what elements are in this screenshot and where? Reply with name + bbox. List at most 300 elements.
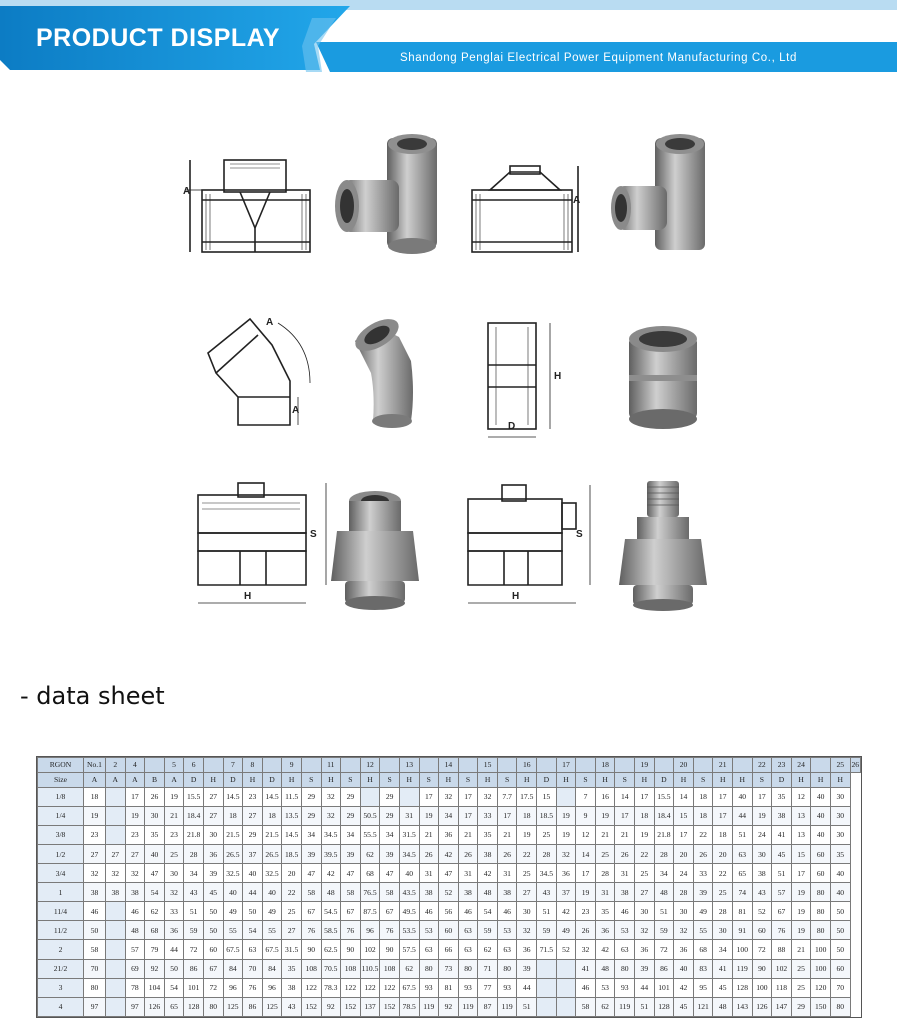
table-cell: 32 <box>439 787 459 806</box>
table-cell: 58 <box>341 883 361 902</box>
table-cell: 47 <box>341 864 361 883</box>
table-cell: 63 <box>615 940 635 959</box>
row-label-cell: 1 <box>38 883 84 902</box>
table-cell: 23 <box>576 902 596 921</box>
table-cell: 21 <box>164 806 184 825</box>
row-label-cell: 21/2 <box>38 959 84 978</box>
table-cell: H <box>733 772 753 787</box>
table-cell: 39 <box>693 883 713 902</box>
table-cell: 40 <box>830 883 850 902</box>
table-cell: A <box>84 772 106 787</box>
table-cell: 97 <box>125 997 145 1016</box>
table-cell: S <box>419 772 439 787</box>
table-cell: 34.5 <box>537 864 557 883</box>
table-cell: 27 <box>106 845 126 864</box>
table-cell: S <box>576 772 596 787</box>
table-cell: 21 <box>419 825 439 844</box>
table-cell: 80 <box>84 978 106 997</box>
table-cell: 43 <box>537 883 557 902</box>
tee-photo <box>315 128 450 278</box>
table-cell: 76 <box>243 978 263 997</box>
table-cell: 44 <box>733 806 753 825</box>
table-cell: 29 <box>380 787 400 806</box>
table-cell: 62 <box>478 940 498 959</box>
table-cell: 81 <box>439 978 459 997</box>
table-cell <box>399 787 419 806</box>
table-cell <box>106 787 126 806</box>
table-cell: 14.5 <box>282 825 302 844</box>
table-cell: 51 <box>772 864 792 883</box>
table-cell: 60 <box>811 864 831 883</box>
table-cell: 20 <box>674 845 694 864</box>
row-label-cell: 1/2 <box>38 845 84 864</box>
table-cell: 29 <box>791 997 811 1016</box>
table-cell: 55.5 <box>360 825 380 844</box>
table-cell: 38 <box>419 883 439 902</box>
table-cell: 32 <box>164 883 184 902</box>
table-cell: 38 <box>772 806 792 825</box>
table-cell: 110.5 <box>360 959 380 978</box>
table-row <box>38 902 861 921</box>
table-cell: 32 <box>478 787 498 806</box>
table-cell: 57.5 <box>399 940 419 959</box>
table-cell: 23 <box>772 758 792 773</box>
table-cell: 93 <box>615 978 635 997</box>
table-cell: 6 <box>184 758 204 773</box>
table-cell: 143 <box>733 997 753 1016</box>
table-cell: 67.5 <box>223 940 243 959</box>
table-cell: 39.5 <box>321 845 341 864</box>
table-cell: 14.5 <box>262 787 282 806</box>
table-cell: 39 <box>341 845 361 864</box>
table-cell: 12 <box>360 758 380 773</box>
table-cell: H <box>556 772 576 787</box>
table-cell: S <box>615 772 635 787</box>
table-cell: 62 <box>399 959 419 978</box>
table-cell: 29 <box>341 787 361 806</box>
table-cell: 119 <box>497 997 517 1016</box>
table-row <box>38 921 861 940</box>
table-cell: 20 <box>282 864 302 883</box>
table-cell: 25 <box>635 864 655 883</box>
table-cell: 38 <box>106 883 126 902</box>
table-cell: 74 <box>733 883 753 902</box>
dim-label-a-4: A <box>292 405 300 416</box>
table-cell: 32 <box>321 787 341 806</box>
table-cell: H <box>674 772 694 787</box>
table-cell: 27 <box>635 883 655 902</box>
table-cell: 32 <box>674 921 694 940</box>
table-cell: 150 <box>811 997 831 1016</box>
union-photo <box>315 473 450 623</box>
table-cell: 40 <box>223 883 243 902</box>
table-cell: 21 <box>497 825 517 844</box>
table-cell: D <box>537 772 557 787</box>
table-cell: 21 <box>615 825 635 844</box>
table-cell: H <box>360 772 380 787</box>
table-cell: 118 <box>772 978 792 997</box>
table-cell: 53 <box>615 921 635 940</box>
table-cell: 36 <box>439 825 459 844</box>
table-cell: 19 <box>419 806 439 825</box>
table-cell: 19 <box>125 806 145 825</box>
table-cell: 12 <box>791 787 811 806</box>
table-cell: 51 <box>537 902 557 921</box>
table-cell: 81 <box>733 902 753 921</box>
table-cell: 38 <box>84 883 106 902</box>
table-cell: 34 <box>654 864 674 883</box>
table-cell: 8 <box>243 758 263 773</box>
table-cell: 96 <box>262 978 282 997</box>
table-cell: 48 <box>321 883 341 902</box>
table-cell: 17 <box>615 806 635 825</box>
table-cell: S <box>693 772 713 787</box>
table-cell: 26 <box>615 845 635 864</box>
table-row <box>38 864 861 883</box>
table-cell: 18 <box>595 758 615 773</box>
table-cell: 47 <box>439 864 459 883</box>
table-cell: 91 <box>733 921 753 940</box>
table-cell: 25 <box>791 978 811 997</box>
table-cell: 36 <box>517 940 537 959</box>
table-cell: 15 <box>478 758 498 773</box>
product-grid <box>180 128 720 628</box>
table-cell: 90 <box>752 959 772 978</box>
table-row <box>38 787 861 806</box>
table-cell: 80 <box>830 997 850 1016</box>
table-cell: 54 <box>164 978 184 997</box>
table-cell: 30 <box>830 787 850 806</box>
table-cell: 50 <box>203 921 223 940</box>
table-cell: 42 <box>556 902 576 921</box>
table-cell: 38 <box>752 864 772 883</box>
table-cell: 26.5 <box>223 845 243 864</box>
table-cell: 60 <box>830 959 850 978</box>
row-label-cell: Size <box>38 772 84 787</box>
table-cell: 23 <box>243 787 263 806</box>
table-header-row <box>38 772 861 787</box>
table-cell: 59 <box>654 921 674 940</box>
table-cell: 40 <box>811 787 831 806</box>
table-cell: 30 <box>713 921 733 940</box>
table-cell: 17 <box>713 806 733 825</box>
table-cell: 50 <box>243 902 263 921</box>
table-cell: 102 <box>772 959 792 978</box>
table-row <box>38 959 861 978</box>
table-cell: 67 <box>203 959 223 978</box>
table-cell: 18.4 <box>184 806 204 825</box>
table-cell: 80 <box>497 959 517 978</box>
table-header-row <box>38 758 861 773</box>
table-cell: 72 <box>654 940 674 959</box>
table-cell: 73 <box>439 959 459 978</box>
table-cell: H <box>713 772 733 787</box>
table-cell: 50.5 <box>360 806 380 825</box>
dim-label-h-2: H <box>244 591 252 602</box>
table-cell <box>106 806 126 825</box>
table-cell: 17 <box>713 787 733 806</box>
table-cell: 55 <box>693 921 713 940</box>
table-cell: 65 <box>164 997 184 1016</box>
table-cell: 46 <box>615 902 635 921</box>
table-cell: 34 <box>713 940 733 959</box>
table-cell: 29 <box>380 806 400 825</box>
table-cell: 100 <box>752 978 772 997</box>
table-cell: 19 <box>576 883 596 902</box>
table-cell: 93 <box>458 978 478 997</box>
table-cell: 4 <box>125 758 145 773</box>
table-cell: 35 <box>282 959 302 978</box>
table-cell: H <box>282 772 302 787</box>
table-cell <box>733 758 753 773</box>
table-cell: 32.5 <box>262 864 282 883</box>
table-cell: H <box>517 772 537 787</box>
table-cell <box>556 997 576 1016</box>
row-label-cell: 3/4 <box>38 864 84 883</box>
table-cell: 32 <box>125 864 145 883</box>
table-cell <box>145 758 165 773</box>
table-cell: 80 <box>458 959 478 978</box>
table-cell: 97 <box>84 997 106 1016</box>
table-cell: 18 <box>223 806 243 825</box>
table-cell: 25 <box>791 959 811 978</box>
union-drawing <box>180 473 315 623</box>
row-label-cell: 2 <box>38 940 84 959</box>
table-cell: 87 <box>478 997 498 1016</box>
table-cell: 50 <box>164 959 184 978</box>
table-cell: 26 <box>850 758 860 773</box>
table-cell: 46 <box>125 902 145 921</box>
table-cell: 34 <box>301 825 321 844</box>
table-cell: 31 <box>399 806 419 825</box>
table-cell: 100 <box>811 940 831 959</box>
table-cell: H <box>321 772 341 787</box>
table-cell: H <box>399 772 419 787</box>
table-cell: A <box>164 772 184 787</box>
table-cell: S <box>380 772 400 787</box>
table-cell: 100 <box>733 940 753 959</box>
table-cell <box>497 758 517 773</box>
table-cell: 46 <box>497 902 517 921</box>
table-cell: 7 <box>576 787 596 806</box>
table-cell: 51 <box>184 902 204 921</box>
table-cell: 27 <box>203 806 223 825</box>
table-cell <box>458 758 478 773</box>
table-cell: 70 <box>243 959 263 978</box>
row-label-cell: 4 <box>38 997 84 1016</box>
table-cell: 51 <box>733 825 753 844</box>
table-cell: 67.5 <box>262 940 282 959</box>
table-cell: 28 <box>537 845 557 864</box>
table-cell: 29 <box>301 806 321 825</box>
table-cell <box>537 997 557 1016</box>
table-cell: 17 <box>556 758 576 773</box>
table-cell: 40 <box>811 806 831 825</box>
table-cell: 33 <box>164 902 184 921</box>
table-cell: 128 <box>184 997 204 1016</box>
table-cell: 21 <box>791 940 811 959</box>
table-cell: 90 <box>341 940 361 959</box>
table-cell: 36 <box>674 940 694 959</box>
table-cell: 128 <box>654 997 674 1016</box>
table-cell: 27 <box>84 845 106 864</box>
table-cell: 22 <box>635 845 655 864</box>
table-cell: 66 <box>439 940 459 959</box>
table-cell <box>106 978 126 997</box>
table-cell: 25 <box>537 825 557 844</box>
table-cell: 65 <box>733 864 753 883</box>
table-cell: 54 <box>145 883 165 902</box>
table-cell: 90 <box>301 940 321 959</box>
table-cell: 71.5 <box>537 940 557 959</box>
table-cell: 15.5 <box>184 787 204 806</box>
table-cell: 13 <box>791 806 811 825</box>
coupling-drawing <box>450 303 585 453</box>
table-cell: 18.4 <box>654 806 674 825</box>
table-cell: 19 <box>517 825 537 844</box>
row-label-cell: 3/8 <box>38 825 84 844</box>
table-cell: 19 <box>556 825 576 844</box>
table-cell: 27 <box>203 787 223 806</box>
table-cell: 40 <box>399 864 419 883</box>
union-male-drawing <box>450 473 585 623</box>
table-cell: No.1 <box>84 758 106 773</box>
table-cell: 46 <box>419 902 439 921</box>
table-cell: 54.5 <box>321 902 341 921</box>
table-cell: 52 <box>752 902 772 921</box>
table-cell <box>106 825 126 844</box>
table-cell: 22 <box>713 864 733 883</box>
table-cell <box>693 758 713 773</box>
table-cell: 59 <box>537 921 557 940</box>
table-cell: 20 <box>713 845 733 864</box>
table-cell: 31 <box>419 864 439 883</box>
table-cell: 38 <box>478 845 498 864</box>
table-cell: 38 <box>458 883 478 902</box>
table-cell: 108 <box>380 959 400 978</box>
table-cell: 21 <box>458 825 478 844</box>
table-cell <box>537 978 557 997</box>
table-cell: 38 <box>497 883 517 902</box>
table-cell: 18 <box>693 806 713 825</box>
table-cell: 14 <box>439 758 459 773</box>
table-cell: 80 <box>811 902 831 921</box>
reducing-tee-drawing <box>450 128 585 278</box>
table-cell: 26 <box>419 845 439 864</box>
table-cell: 37 <box>243 845 263 864</box>
table-cell: 48 <box>478 883 498 902</box>
table-cell: 57 <box>772 883 792 902</box>
table-cell: 17 <box>752 787 772 806</box>
table-cell: 18 <box>262 806 282 825</box>
table-cell: 23 <box>125 825 145 844</box>
table-cell: 78.5 <box>399 997 419 1016</box>
table-cell: 43 <box>184 883 204 902</box>
table-cell: 19 <box>791 883 811 902</box>
table-cell: 23 <box>84 825 106 844</box>
table-cell: 58.5 <box>321 921 341 940</box>
table-cell: 49 <box>693 902 713 921</box>
table-row <box>38 940 861 959</box>
table-cell <box>360 787 380 806</box>
table-cell: 29 <box>341 806 361 825</box>
table-cell: 104 <box>145 978 165 997</box>
table-cell: 56 <box>439 902 459 921</box>
table-cell: 30 <box>674 902 694 921</box>
table-cell <box>106 959 126 978</box>
table-cell: 108 <box>301 959 321 978</box>
table-cell: 69 <box>125 959 145 978</box>
table-cell: 93 <box>419 978 439 997</box>
dim-label-d: D <box>508 421 516 432</box>
table-cell: 42 <box>595 940 615 959</box>
table-cell: 36 <box>556 864 576 883</box>
table-cell: 28 <box>713 902 733 921</box>
table-cell: 43 <box>282 997 302 1016</box>
table-cell: 17 <box>419 787 439 806</box>
table-cell: 19 <box>635 825 655 844</box>
table-cell: 30 <box>752 845 772 864</box>
table-cell: 58 <box>84 940 106 959</box>
table-row <box>38 806 861 825</box>
table-cell: 9 <box>576 806 596 825</box>
table-cell: 26 <box>497 845 517 864</box>
table-cell: 78.3 <box>321 978 341 997</box>
elbow-45-drawing <box>180 303 315 453</box>
table-cell: 50 <box>84 921 106 940</box>
table-cell: 51 <box>635 997 655 1016</box>
table-row <box>38 978 861 997</box>
table-cell <box>654 758 674 773</box>
table-cell: S <box>497 772 517 787</box>
table-cell: H <box>830 772 850 787</box>
table-cell: 67 <box>380 902 400 921</box>
table-cell: 70 <box>84 959 106 978</box>
data-sheet-table <box>36 756 862 1018</box>
table-cell <box>576 758 596 773</box>
table-cell: 21.5 <box>223 825 243 844</box>
table-cell: 44 <box>517 978 537 997</box>
table-cell: 44 <box>243 883 263 902</box>
table-cell: 18 <box>635 806 655 825</box>
table-cell: 77 <box>478 978 498 997</box>
table-cell: 152 <box>341 997 361 1016</box>
table-cell: 14.5 <box>223 787 243 806</box>
row-label-cell: 11/2 <box>38 921 84 940</box>
table-cell: 45 <box>674 997 694 1016</box>
table-cell: 19 <box>791 902 811 921</box>
table-cell: 40 <box>811 825 831 844</box>
table-cell: 45 <box>713 978 733 997</box>
table-cell: 32 <box>84 864 106 883</box>
table-cell: D <box>184 772 204 787</box>
table-cell: 48 <box>713 997 733 1016</box>
table-cell: 125 <box>262 997 282 1016</box>
table-cell: D <box>772 772 792 787</box>
table-cell: A <box>106 772 126 787</box>
table-cell: 18.5 <box>282 845 302 864</box>
table-cell: 36 <box>203 845 223 864</box>
table-cell: 39 <box>301 845 321 864</box>
table-cell: 13 <box>399 758 419 773</box>
table-cell: 108 <box>341 959 361 978</box>
table-cell: 19 <box>164 787 184 806</box>
table-cell: 17 <box>674 825 694 844</box>
table-cell: 44 <box>635 978 655 997</box>
table-cell: 47 <box>301 864 321 883</box>
table-cell: 119 <box>419 997 439 1016</box>
table-cell: 126 <box>752 997 772 1016</box>
